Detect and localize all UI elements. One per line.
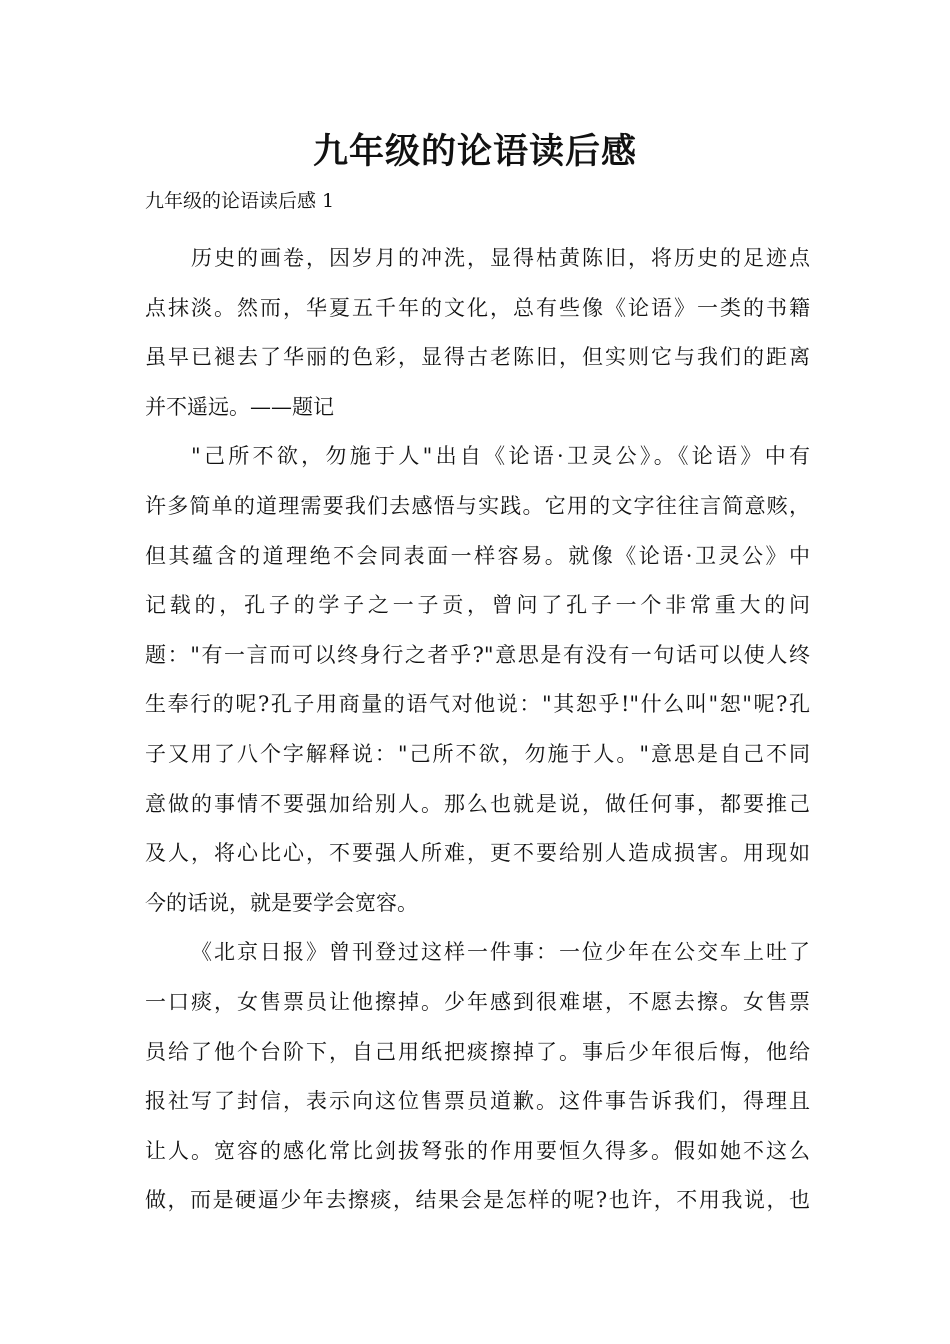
- text-line: 但其蕴含的道理绝不会同表面一样容易。就像《论语·卫灵公》中: [145, 543, 810, 568]
- text-line: 《北京日报》曾刊登过这样一件事：一位少年在公交车上吐了: [191, 940, 810, 965]
- text-line: 并不遥远。——题记: [145, 394, 334, 419]
- text-line: 子又用了八个字解释说："己所不欲，勿施于人。"意思是自己不同: [145, 741, 810, 766]
- text-line: 点抹淡。然而，华夏五千年的文化，总有些像《论语》一类的书籍: [145, 295, 810, 320]
- text-line: 今的话说，就是要学会宽容。: [145, 890, 418, 915]
- text-line: 一口痰，女售票员让他擦掉。少年感到很难堪，不愿去擦。女售票: [145, 989, 810, 1014]
- section-heading: 九年级的论语读后感 1: [145, 190, 335, 212]
- text-line: 及人，将心比心，不要强人所难，更不要给别人造成损害。用现如: [145, 841, 810, 866]
- text-line: 让人。宽容的感化常比剑拔弩张的作用要恒久得多。假如她不这么: [145, 1138, 810, 1163]
- text-line: 虽早已褪去了华丽的色彩，显得古老陈旧，但实则它与我们的距离: [145, 345, 810, 370]
- text-line: 许多简单的道理需要我们去感悟与实践。它用的文字往往言简意赅，: [145, 493, 810, 518]
- text-line: 生奉行的呢?孔子用商量的语气对他说："其恕乎!"什么叫"恕"呢?孔: [145, 692, 810, 717]
- text-line: 员给了他个台阶下，自己用纸把痰擦掉了。事后少年很后悔，他给: [145, 1039, 810, 1064]
- text-line: 历史的画卷，因岁月的冲洗，显得枯黄陈旧，将历史的足迹点: [191, 246, 810, 270]
- text-line: 记载的，孔子的学子之一子贡，曾问了孔子一个非常重大的问: [145, 593, 810, 618]
- paragraph-2: [145, 432, 810, 928]
- paragraph-1: [145, 234, 810, 432]
- text-line: 做，而是硬逼少年去擦痰，结果会是怎样的呢?也许，不用我说，也: [145, 1188, 810, 1213]
- text-line: 报社写了封信，表示向这位售票员道歉。这件事告诉我们，得理且: [145, 1089, 810, 1114]
- text-line: 意做的事情不要强加给别人。那么也就是说，做任何事，都要推己: [145, 791, 810, 816]
- document-title: 九年级的论语读后感: [312, 132, 637, 172]
- paragraph-3: [145, 928, 810, 1226]
- text-line: 题："有一言而可以终身行之者乎?"意思是有没有一句话可以使人终: [145, 642, 810, 667]
- text-line: "己所不欲，勿施于人"出自《论语·卫灵公》。《论语》中有: [191, 444, 810, 469]
- document-body: [145, 234, 810, 1226]
